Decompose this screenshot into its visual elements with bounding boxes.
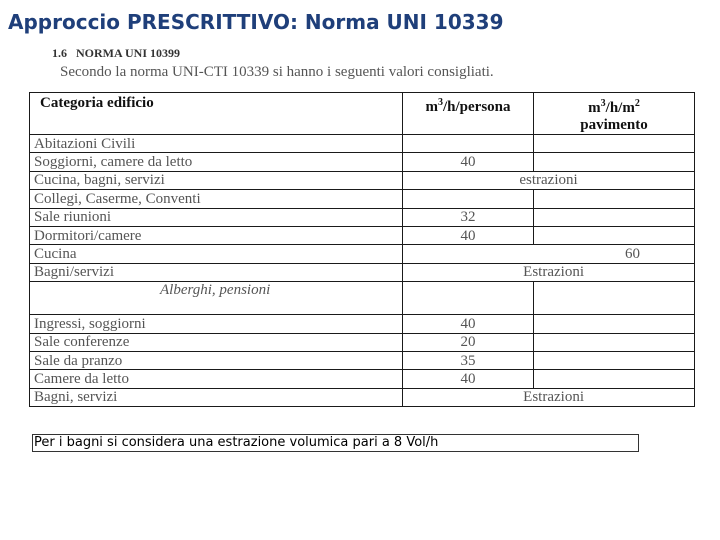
cell-category: Camere da letto (30, 370, 403, 388)
cell-category: Bagni/servizi (30, 263, 403, 281)
cell-per-floor (534, 226, 695, 244)
cell-per-floor (534, 315, 695, 333)
cell-per-person (403, 135, 534, 153)
cell-per-floor (534, 351, 695, 369)
cell-merged: Estrazioni (403, 388, 695, 406)
cell-category: Sale conferenze (30, 333, 403, 351)
cell-merged: estrazioni (403, 171, 695, 189)
table-row (30, 135, 695, 153)
cell-per-person: 40 (403, 370, 534, 388)
cell-category: Sale riunioni (30, 208, 403, 226)
cell-per-floor (534, 370, 695, 388)
table-row (30, 171, 695, 189)
section-heading-text: NORMA UNI 10399 (76, 46, 180, 60)
cell-per-floor (534, 190, 695, 208)
intro-text: Secondo la norma UNI-CTI 10339 si hanno i seguenti valori consigliati. (60, 64, 494, 80)
table-row (30, 208, 695, 226)
section-heading (52, 46, 180, 61)
cell-category: Collegi, Caserme, Conventi (30, 190, 403, 208)
cell-category: Sale da pranzo (30, 351, 403, 369)
header-category: Categoria edificio (30, 93, 403, 135)
cell-per-person: 40 (403, 315, 534, 333)
cell-per-person: 20 (403, 333, 534, 351)
cell-per-person: 40 (403, 226, 534, 244)
slide-title: Approccio PRESCRITTIVO: Norma UNI 10339 (8, 10, 504, 34)
table-row (30, 315, 695, 333)
table-row (30, 226, 695, 244)
table-row (30, 263, 695, 281)
cell-per-floor (534, 153, 695, 171)
cell-category: Cucina (30, 245, 403, 263)
cell-per-person: 32 (403, 208, 534, 226)
header-per-person: $m^3/h$/persona (403, 93, 534, 135)
note-box: Per i bagni si considera una estrazione volumica pari a 8 Vol/h (32, 434, 639, 452)
table-row (30, 333, 695, 351)
cell-category: Cucina, bagni, servizi (30, 171, 403, 189)
table-row (30, 245, 695, 263)
table-row (30, 388, 695, 406)
cell-merged: 60 (403, 245, 695, 263)
cell-per-floor (534, 282, 695, 315)
table-row (30, 282, 695, 315)
cell-per-floor (534, 135, 695, 153)
cell-category-group: Alberghi, pensioni (30, 282, 403, 315)
cell-category: Ingressi, soggiorni (30, 315, 403, 333)
section-number: 1.6 (52, 46, 67, 60)
cell-category: Soggiorni, camere da letto (30, 153, 403, 171)
ventilation-table (29, 92, 695, 407)
cell-category: Bagni, servizi (30, 388, 403, 406)
cell-per-person: 40 (403, 153, 534, 171)
cell-category: Dormitori/camere (30, 226, 403, 244)
cell-per-person (403, 282, 534, 315)
table-header-row (30, 93, 695, 135)
cell-merged: Estrazioni (403, 263, 695, 281)
cell-per-floor (534, 208, 695, 226)
table-row (30, 351, 695, 369)
header-per-floor-sub: pavimento (580, 117, 648, 133)
table-row (30, 153, 695, 171)
cell-per-person (403, 190, 534, 208)
cell-category: Abitazioni Civili (30, 135, 403, 153)
table-row (30, 190, 695, 208)
cell-per-person: 35 (403, 351, 534, 369)
header-per-floor: $m^3/h/m^2$ pavimento (534, 93, 695, 135)
cell-per-floor (534, 333, 695, 351)
table-row (30, 370, 695, 388)
